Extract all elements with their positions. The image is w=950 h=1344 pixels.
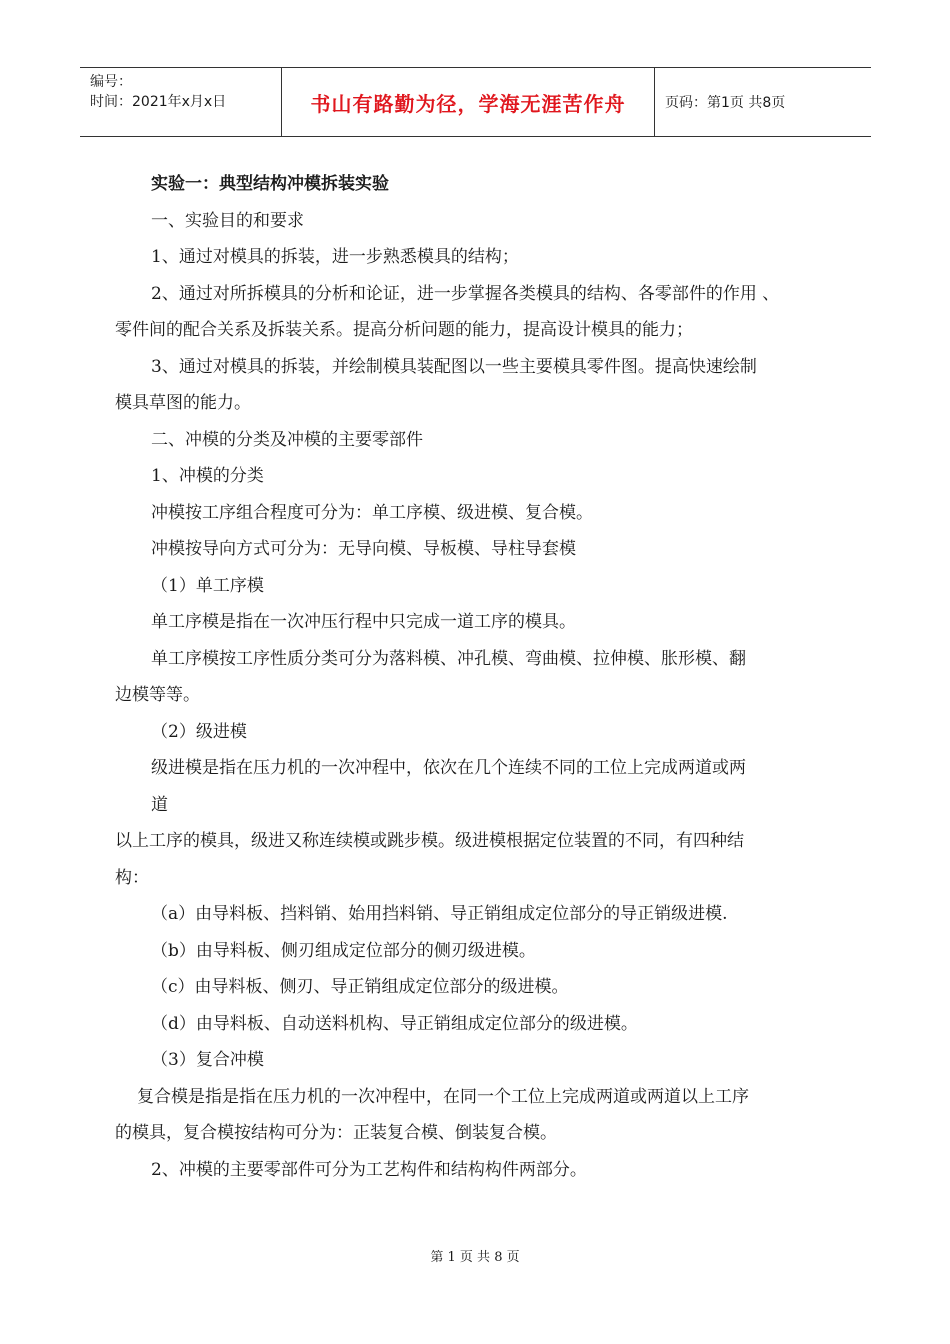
list-item: （b）由导料板、侧刃组成定位部分的侧刃级进模。 (151, 940, 536, 961)
list-item: （c）由导料板、侧刃、导正销组成定位部分的级进模。 (151, 977, 569, 997)
paragraph-line: 复合模是指是指在压力机的一次冲程中，在同一个工位上完成两道或两道以上工序 (137, 1086, 749, 1107)
section-heading: 一、实验目的和要求 (151, 210, 304, 231)
page-header (80, 67, 871, 137)
number-label: 编号： (90, 74, 132, 90)
paragraph-line: 冲模按工序组合程度可分为：单工序模、级进模、复合模。 (151, 502, 593, 523)
document-body (115, 166, 837, 1188)
paragraph-line: 构： (115, 867, 149, 888)
paragraph-line: 3、通过对模具的拆装，并绘制模具装配图以一些主要模具零件图。提高快速绘制 (151, 356, 757, 377)
page-footer: 第 1 页 共 8 页 (430, 1250, 520, 1265)
subsection-heading: （2）级进模 (151, 721, 247, 742)
paragraph-line: 以上工序的模具，级进又称连续模或跳步模。级进模根据定位装置的不同，有四种结 (115, 831, 744, 851)
paragraph-line: 1、通过对模具的拆装，进一步熟悉模具的结构； (151, 247, 519, 267)
paragraph-line: 单工序模是指在一次冲压行程中只完成一道工序的模具。 (151, 612, 576, 632)
paragraph-line: 2、通过对所拆模具的分析和论证，进一步掌握各类模具的结构、各零部件的作用 、 (151, 283, 780, 304)
list-item: （a）由导料板、挡料销、始用挡料销、导正销组成定位部分的导正销级进模. (151, 904, 728, 924)
paragraph-line: 2、冲模的主要零部件可分为工艺构件和结构构件两部分。 (151, 1159, 587, 1180)
header-motto: 书山有路勤为径，学海无涯苦作舟 (282, 68, 655, 136)
paragraph-line: 道 (151, 794, 168, 815)
subsection-heading: （1）单工序模 (151, 575, 264, 596)
paragraph-line: 单工序模按工序性质分类可分为落料模、冲孔模、弯曲模、拉伸模、胀形模、翻 (151, 648, 746, 669)
paragraph-line: 模具草图的能力。 (115, 393, 251, 413)
subsection-heading: 1、冲模的分类 (151, 466, 264, 486)
header-page-info: 页码：第1页 共8页 (665, 95, 786, 111)
paragraph-line: 级进模是指在压力机的一次冲程中，依次在几个连续不同的工位上完成两道或两 (151, 758, 746, 778)
paragraph-line: 冲模按导向方式可分为：无导向模、导板模、导柱导套模 (151, 539, 576, 559)
list-item: （d）由导料板、自动送料机构、导正销组成定位部分的级进模。 (151, 1013, 638, 1034)
header-meta (80, 68, 282, 136)
experiment-title: 实验一：典型结构冲模拆装实验 (151, 174, 389, 194)
paragraph-line: 边模等等。 (115, 685, 200, 705)
paragraph-line: 的模具，复合模按结构可分为：正装复合模、倒装复合模。 (115, 1123, 557, 1143)
subsection-heading: （3）复合冲模 (151, 1050, 264, 1070)
time-label: 时间：2021年x月x日 (90, 94, 227, 110)
section-heading: 二、冲模的分类及冲模的主要零部件 (151, 429, 423, 450)
paragraph-line: 零件间的配合关系及拆装关系。提高分析问题的能力，提高设计模具的能力； (115, 320, 693, 340)
